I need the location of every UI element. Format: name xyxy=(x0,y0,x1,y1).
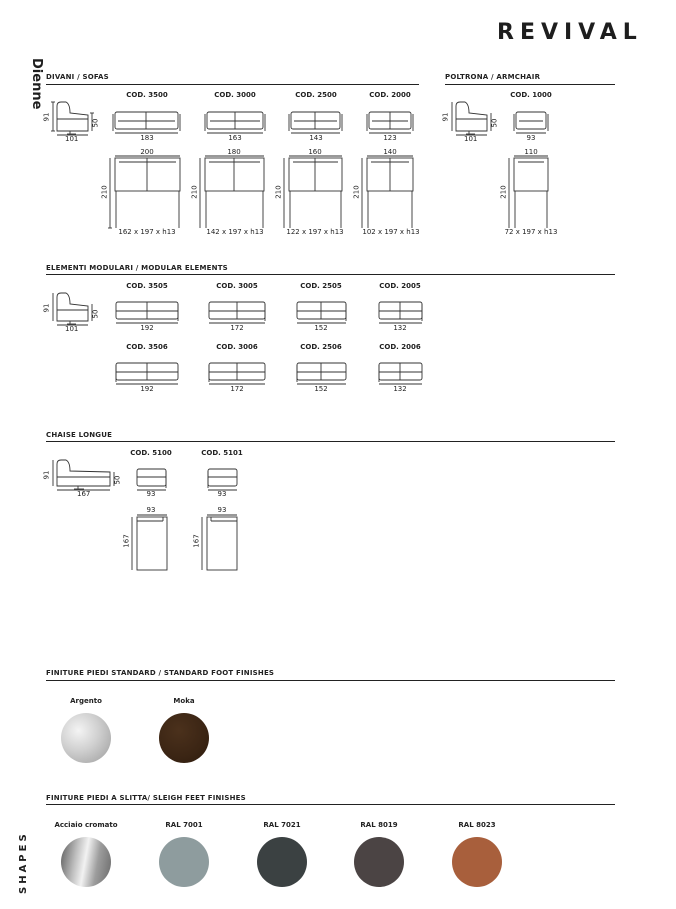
swatch-ral8019 xyxy=(354,837,404,887)
section-title-modular: ELEMENTI MODULARI / MODULAR ELEMENTS xyxy=(46,264,228,272)
modular-code: COD. 2006 xyxy=(379,343,421,351)
armchair-top-width: 110 xyxy=(524,148,538,156)
modular-width: 192 xyxy=(140,324,154,332)
sofa-top-width: 160 xyxy=(308,148,322,156)
modular-width: 152 xyxy=(314,385,328,393)
section-rule xyxy=(46,274,615,275)
sofa-top-width: 180 xyxy=(227,148,241,156)
side-height-sofa: 91 xyxy=(42,112,51,122)
finish-label-ral8019: RAL 8019 xyxy=(360,821,398,829)
sofa-bed-size: 162 x 197 x h13 xyxy=(118,228,176,236)
finish-label-ral7021: RAL 7021 xyxy=(263,821,301,829)
modular-front-3006 xyxy=(209,363,265,384)
shapes-side-label xyxy=(8,826,34,896)
sofa-top-width: 140 xyxy=(383,148,397,156)
armchair-code: COD. 1000 xyxy=(510,91,552,99)
modular-width: 132 xyxy=(393,385,407,393)
sofa-front-3500 xyxy=(113,112,180,133)
side-width-chaise: 167 xyxy=(77,490,91,498)
sofa-depth: 210 xyxy=(100,185,109,199)
sofa-code: COD. 2500 xyxy=(295,91,337,99)
sofa-front-width: 163 xyxy=(228,134,242,142)
chaise-front-width: 93 xyxy=(146,490,156,498)
modular-front-2506 xyxy=(297,363,346,384)
chaise-code: COD. 5100 xyxy=(130,449,172,457)
sofa-code: COD. 2000 xyxy=(369,91,411,99)
swatch-ral7021 xyxy=(257,837,307,887)
sofa-bed-size: 102 x 197 x h13 xyxy=(362,228,420,236)
side-view-modular xyxy=(53,293,92,325)
shapes-text: SHAPES xyxy=(18,831,29,894)
side-height-chaise: 91 xyxy=(42,470,51,480)
sofa-front-width: 143 xyxy=(309,134,323,142)
chaise-front-5101 xyxy=(208,469,237,490)
modular-width: 132 xyxy=(393,324,407,332)
armchair-bed-size: 72 x 197 x h13 xyxy=(504,228,558,236)
sofa-front-width: 123 xyxy=(383,134,397,142)
sofa-code: COD. 3500 xyxy=(126,91,168,99)
swatch-argento xyxy=(61,713,111,763)
section-title-foot-finishes: FINITURE PIEDI STANDARD / STANDARD FOOT FINISHES xyxy=(46,669,275,677)
modular-width: 192 xyxy=(140,385,154,393)
sofa-code: COD. 3000 xyxy=(214,91,256,99)
side-depth-chaise: 50 xyxy=(113,475,122,485)
modular-width: 152 xyxy=(314,324,328,332)
sofa-depth: 210 xyxy=(352,185,361,199)
section-rule xyxy=(46,441,615,442)
finish-label-ral7001: RAL 7001 xyxy=(165,821,203,829)
brand-title: REVIVAL xyxy=(497,20,643,45)
finish-label-argento: Argento xyxy=(70,697,102,705)
armchair-depth: 210 xyxy=(499,185,508,199)
side-width-armchair: 101 xyxy=(464,135,478,143)
swatch-chrome-steel xyxy=(61,837,111,887)
section-rule xyxy=(46,680,615,681)
swatch-ral8023 xyxy=(452,837,502,887)
modular-front-3506 xyxy=(116,363,178,384)
chaise-front-5100 xyxy=(137,469,166,490)
modular-code: COD. 2005 xyxy=(379,282,421,290)
section-rule xyxy=(445,84,615,85)
sofa-bed-size: 122 x 197 x h13 xyxy=(286,228,344,236)
section-title-sofas: DIVANI / SOFAS xyxy=(46,73,109,81)
section-title-chaise: CHAISE LONGUE xyxy=(46,431,113,439)
chaise-top-5100 xyxy=(132,515,167,570)
sofa-front-2000 xyxy=(367,112,413,133)
sofa-front-width: 183 xyxy=(140,134,154,142)
chaise-top-width: 93 xyxy=(217,506,227,514)
dienne-logo xyxy=(14,58,44,110)
section-title-sleigh-finishes: FINITURE PIEDI A SLITTA/ SLEIGH FEET FINISHES xyxy=(46,794,246,802)
chaise-code: COD. 5101 xyxy=(201,449,243,457)
section-title-armchair: POLTRONA / ARMCHAIR xyxy=(445,73,541,81)
armchair-front-1000 xyxy=(514,112,548,133)
armchair-front-width: 93 xyxy=(526,134,536,142)
side-depth-sofa: 50 xyxy=(91,118,100,128)
modular-code: COD. 3005 xyxy=(216,282,258,290)
sofa-bed-size: 142 x 197 x h13 xyxy=(206,228,264,236)
armchair-top-1000 xyxy=(509,156,548,228)
finish-label-moka: Moka xyxy=(173,697,195,705)
side-width-sofa: 101 xyxy=(65,135,79,143)
modular-code: COD. 2505 xyxy=(300,282,342,290)
logo-text: Dienne xyxy=(29,58,44,110)
sofa-top-2000 xyxy=(362,156,413,228)
modular-front-3505 xyxy=(116,302,178,323)
side-height-armchair: 91 xyxy=(441,112,450,122)
chaise-depth: 167 xyxy=(192,534,201,548)
finish-label-ral8023: RAL 8023 xyxy=(458,821,496,829)
modular-width: 172 xyxy=(230,324,244,332)
side-depth-armchair: 50 xyxy=(490,118,499,128)
sofa-top-3500 xyxy=(108,156,180,228)
section-rule xyxy=(46,804,615,805)
swatch-moka xyxy=(159,713,209,763)
side-view-sofa xyxy=(51,102,94,135)
section-rule xyxy=(46,84,419,85)
side-width-modular: 101 xyxy=(65,325,79,333)
modular-front-2006 xyxy=(379,363,422,384)
side-height-modular: 91 xyxy=(42,303,51,313)
sofa-depth: 210 xyxy=(274,185,283,199)
chaise-top-5101 xyxy=(202,515,237,570)
swatch-ral7001 xyxy=(159,837,209,887)
side-depth-modular: 50 xyxy=(91,309,100,319)
finish-label-chrome: Acciaio cromato xyxy=(54,821,118,829)
modular-front-2005 xyxy=(379,302,422,323)
sofa-front-2500 xyxy=(289,112,342,133)
sofa-top-3000 xyxy=(200,156,264,228)
modular-code: COD. 3505 xyxy=(126,282,168,290)
side-view-armchair xyxy=(452,102,491,135)
chaise-front-width: 93 xyxy=(217,490,227,498)
sofa-top-2500 xyxy=(284,156,342,228)
side-view-chaise xyxy=(53,460,114,490)
modular-front-2505 xyxy=(297,302,346,323)
sofa-depth: 210 xyxy=(190,185,199,199)
modular-front-3005 xyxy=(209,302,265,323)
sofa-front-3000 xyxy=(205,112,265,133)
modular-code: COD. 3506 xyxy=(126,343,168,351)
modular-code: COD. 2506 xyxy=(300,343,342,351)
chaise-depth: 167 xyxy=(122,534,131,548)
modular-code: COD. 3006 xyxy=(216,343,258,351)
modular-width: 172 xyxy=(230,385,244,393)
chaise-top-width: 93 xyxy=(146,506,156,514)
sofa-top-width: 200 xyxy=(140,148,154,156)
